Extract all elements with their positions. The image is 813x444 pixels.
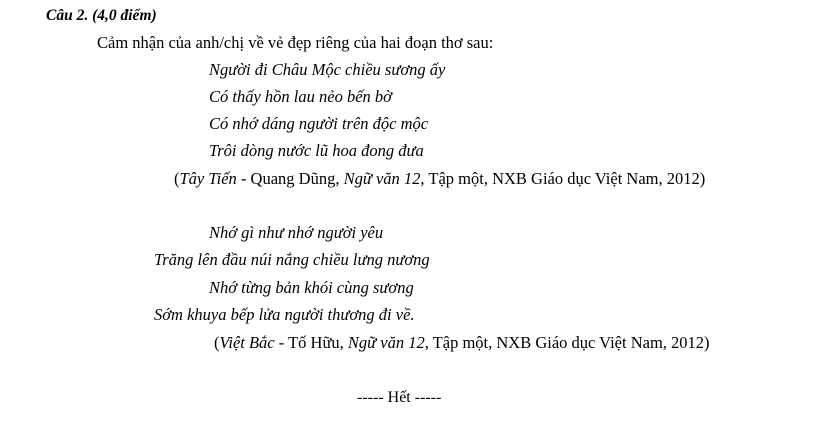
poem2-line-1: Nhớ gì như nhớ người yêu: [209, 223, 384, 242]
poem2-source: [214, 333, 710, 353]
poem2-source-title: Việt Bắc: [219, 333, 275, 352]
question-heading: [46, 6, 157, 26]
poem2-line-3: Nhớ từng bản khói cùng sương: [209, 278, 414, 297]
poem1-line-2: Có thấy hồn lau nẻo bến bờ: [209, 87, 392, 106]
poem2-source-open: (: [214, 333, 220, 352]
poem2-line-2: Trăng lên đầu núi nắng chiều lưng nương: [154, 250, 430, 269]
poem1-source-open: (: [174, 169, 180, 188]
poem1-source: [174, 169, 705, 189]
poem1-source-book: Ngữ văn 12: [343, 169, 421, 188]
poem2-source-author: - Tố Hữu,: [274, 333, 348, 352]
question-number: Câu 2.: [46, 7, 89, 24]
poem1-source-publisher: , Tập một, NXB Giáo dục Việt Nam, 2012): [420, 169, 706, 188]
poem1-source-author: - Quang Dũng,: [236, 169, 344, 188]
poem2-source-book: Ngữ văn 12: [347, 333, 425, 352]
poem1-line-1: Người đi Châu Mộc chiều sương ấy: [209, 60, 446, 79]
question-points: (4,0 điểm): [92, 7, 157, 24]
poem1-line-4: Trôi dòng nước lũ hoa đong đưa: [209, 141, 424, 160]
poem1-line-3: Có nhớ dáng người trên độc mộc: [209, 114, 429, 133]
poem2-line-4: Sớm khuya bếp lửa người thương đi về.: [154, 305, 415, 324]
poem1-source-title: Tây Tiến: [179, 169, 237, 188]
question-prompt: Cảm nhận của anh/chị về vẻ đẹp riêng của hai đoạn thơ sau:: [97, 33, 494, 52]
poem2-source-publisher: , Tập một, NXB Giáo dục Việt Nam, 2012): [424, 333, 710, 352]
end-marker: ----- Hết -----: [357, 389, 442, 406]
